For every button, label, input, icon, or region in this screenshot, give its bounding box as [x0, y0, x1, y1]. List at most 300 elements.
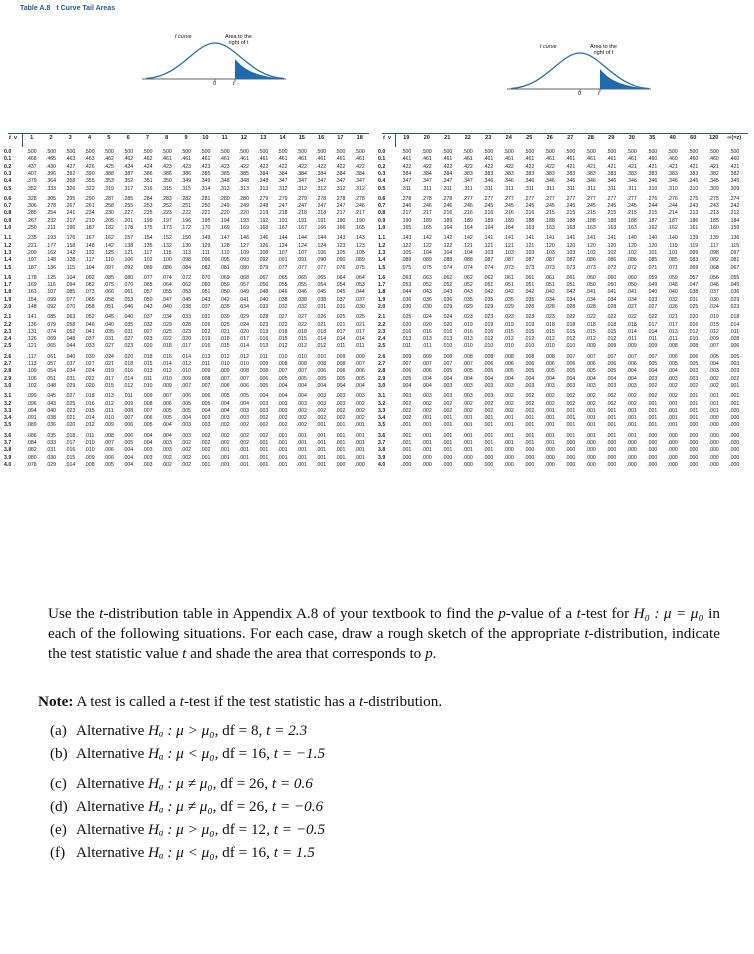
tail-area: .001	[335, 422, 346, 429]
tail-area: .040	[65, 353, 76, 360]
tail-area: .003	[200, 415, 211, 422]
df-header: 9	[184, 135, 188, 142]
tail-area: .037	[65, 361, 76, 368]
item-alternative: Hₐ : μ < μ₀	[148, 745, 215, 762]
tail-area: .106	[123, 257, 134, 264]
tail-area: .247	[335, 203, 346, 210]
tail-area: .422	[503, 163, 514, 170]
tail-area: .002	[626, 400, 637, 407]
row-group	[4, 196, 370, 232]
t-value: 3.6	[4, 432, 12, 439]
tail-area: .009	[123, 400, 134, 407]
tail-area: .461	[462, 156, 473, 163]
tail-area: .001	[647, 422, 658, 429]
tail-area: .006	[200, 393, 211, 400]
tail-area: .000	[544, 447, 555, 454]
tail-area: .003	[544, 382, 555, 389]
text-run: -test for	[580, 605, 634, 622]
tail-area: .024	[84, 368, 95, 375]
tail-area: .500	[708, 149, 719, 156]
tail-area: .018	[219, 336, 230, 343]
tail-area: .104	[84, 264, 95, 271]
tail-area: .054	[316, 282, 327, 289]
item-alternative: Hₐ : μ ≠ μ₀	[148, 775, 213, 792]
tail-area: .223	[161, 210, 172, 217]
tail-area: .045	[316, 289, 327, 296]
tail-area: .000	[442, 461, 453, 468]
tail-area: .004	[296, 393, 307, 400]
tail-area: .092	[258, 257, 269, 264]
tail-area: .017	[354, 328, 365, 335]
tail-area: .191	[296, 217, 307, 224]
tail-area: .091	[277, 257, 288, 264]
tail-area: .023	[729, 303, 740, 310]
tail-area: .015	[219, 343, 230, 350]
df-header: 22	[464, 135, 471, 142]
tail-area: .060	[200, 282, 211, 289]
tail-area: .000	[606, 447, 617, 454]
tail-area: .068	[238, 274, 249, 281]
tail-area: .026	[200, 321, 211, 328]
tail-area: .065	[142, 282, 153, 289]
tail-area: .295	[65, 195, 76, 202]
tail-area: .104	[442, 249, 453, 256]
tail-area: .008	[335, 361, 346, 368]
tail-area: .023	[462, 314, 473, 321]
tail-area: .274	[729, 195, 740, 202]
item-label: (e)	[50, 821, 67, 838]
tail-area: .278	[335, 195, 346, 202]
tail-area: .121	[462, 242, 473, 249]
tail-area: .020	[84, 382, 95, 389]
table-row	[4, 343, 370, 350]
tail-area: .001	[316, 461, 327, 468]
tail-area: .001	[277, 454, 288, 461]
tail-area: .045	[45, 393, 56, 400]
tail-area: .002	[238, 422, 249, 429]
t-value: 0.3	[4, 170, 12, 177]
tail-area: .027	[65, 393, 76, 400]
t-value: 3.0	[378, 382, 386, 389]
tail-area: .010	[84, 440, 95, 447]
tail-area: .311	[565, 185, 576, 192]
tail-area: .101	[667, 249, 678, 256]
tail-area: .002	[219, 422, 230, 429]
tail-area: .189	[483, 217, 494, 224]
tail-area: .067	[729, 264, 740, 271]
tail-area: .080	[123, 274, 134, 281]
df-header: 3	[68, 135, 72, 142]
tail-area: .013	[142, 368, 153, 375]
tail-area: .001	[401, 447, 412, 454]
df-header: 35	[649, 135, 656, 142]
tail-area: .347	[462, 178, 473, 185]
tail-area: .006	[103, 454, 114, 461]
tail-area: .005	[606, 368, 617, 375]
tail-area: .165	[421, 225, 432, 232]
tail-area: .149	[200, 235, 211, 242]
item-t-value: t = 0.6	[271, 775, 313, 792]
tail-area: .215	[647, 210, 658, 217]
t-value: 3.3	[378, 407, 386, 414]
tail-area: .022	[626, 314, 637, 321]
tail-area: .142	[103, 242, 114, 249]
tail-area: .081	[729, 257, 740, 264]
tail-area: .076	[335, 264, 346, 271]
tail-area: .001	[258, 447, 269, 454]
tail-area: .082	[26, 447, 37, 454]
tail-area: .034	[238, 303, 249, 310]
tail-area: .104	[462, 249, 473, 256]
tail-area: .057	[688, 274, 699, 281]
tail-area: .089	[354, 257, 365, 264]
tail-area: .021	[219, 328, 230, 335]
tail-area: .312	[277, 185, 288, 192]
tail-area: .002	[585, 400, 596, 407]
tail-area: .004	[200, 407, 211, 414]
tail-area: .355	[84, 178, 95, 185]
tail-area: .045	[180, 296, 192, 303]
tail-area: .003	[462, 393, 473, 400]
t-value: 2.7	[378, 361, 386, 368]
t-value: 1.2	[378, 242, 386, 249]
tail-area: .001	[258, 461, 269, 468]
tail-area: .012	[483, 336, 494, 343]
item-label: (d)	[50, 798, 68, 815]
tail-area: .217	[65, 217, 76, 224]
tail-area: .096	[200, 257, 211, 264]
tail-area: .141	[544, 235, 555, 242]
tail-area: .062	[180, 282, 192, 289]
tail-area: .004	[565, 375, 576, 382]
t-value: 0.4	[378, 178, 386, 185]
tail-area: .003	[729, 368, 740, 375]
tail-area: .245	[565, 203, 576, 210]
tail-area: .005	[688, 361, 699, 368]
text-run: A test is called a	[73, 693, 180, 710]
table-row	[4, 196, 370, 203]
tail-area: .120	[544, 242, 555, 249]
tail-area: .461	[238, 156, 249, 163]
t-value: 3.5	[378, 422, 386, 429]
tail-area: .008	[258, 368, 269, 375]
tail-area: .013	[103, 393, 114, 400]
row-group	[378, 275, 750, 311]
tail-area: .027	[277, 314, 288, 321]
table-row	[4, 225, 370, 232]
tail-area: .001	[442, 447, 453, 454]
tail-area: .461	[544, 156, 555, 163]
tail-area: .005	[565, 368, 576, 375]
tail-area: .350	[161, 178, 172, 185]
t-value: 1.2	[4, 242, 12, 249]
tail-area: .026	[667, 303, 678, 310]
tail-area: .018	[626, 321, 637, 328]
tail-area: .421	[626, 163, 637, 170]
tail-area: .001	[200, 461, 211, 468]
t-value: 2.9	[4, 375, 12, 382]
tail-area: .089	[421, 257, 432, 264]
tail-area: .261	[84, 203, 95, 210]
t-value: 1.3	[378, 249, 386, 256]
tail-area: .314	[200, 185, 211, 192]
tail-area: .172	[180, 225, 192, 232]
tail-area: .500	[123, 149, 134, 156]
tail-area: .022	[84, 375, 95, 382]
tail-area: .001	[277, 432, 288, 439]
tail-area: .014	[180, 353, 192, 360]
p-header: t	[383, 135, 385, 142]
tail-area: .500	[647, 149, 658, 156]
table-row	[378, 164, 750, 171]
tail-area: .002	[238, 440, 249, 447]
tail-area: .016	[123, 368, 134, 375]
text-run: and shade the area that corresponds to	[186, 645, 426, 662]
tail-area: .285	[26, 210, 37, 217]
tail-area: .034	[606, 296, 617, 303]
tail-area: .002	[483, 400, 494, 407]
tail-area: .001	[421, 415, 432, 422]
t-value: 0.6	[378, 195, 386, 202]
tail-area: .461	[503, 156, 514, 163]
tail-area: .018	[544, 321, 555, 328]
t-value: 0.3	[378, 170, 386, 177]
tail-area: .009	[335, 353, 346, 360]
row-group	[378, 235, 750, 271]
tail-area: .500	[462, 149, 473, 156]
tail-area: .014	[335, 336, 346, 343]
tail-area: .000	[401, 454, 412, 461]
tail-area: .188	[524, 217, 535, 224]
tail-area: .277	[544, 195, 555, 202]
table-row	[4, 289, 370, 296]
t-value: 1.5	[378, 264, 386, 271]
item-alternative: Hₐ : μ < μ₀	[148, 844, 215, 861]
tail-area: .184	[729, 217, 740, 224]
tail-area: .018	[161, 343, 172, 350]
tail-area: .241	[65, 210, 76, 217]
tail-area: .096	[26, 400, 37, 407]
tail-area: .310	[667, 185, 678, 192]
table-row	[378, 275, 750, 282]
tail-area: .000	[688, 454, 699, 461]
tail-area: .346	[524, 178, 535, 185]
tail-area: .246	[442, 203, 453, 210]
tail-area: .013	[442, 336, 453, 343]
tail-area: .007	[442, 361, 453, 368]
tail-area: .010	[84, 447, 95, 454]
tail-area: .003	[729, 361, 740, 368]
tail-area: .001	[354, 432, 365, 439]
tail-area: .188	[565, 217, 576, 224]
tail-area: .001	[503, 432, 514, 439]
tail-area: .352	[123, 178, 134, 185]
tail-area: .142	[421, 235, 432, 242]
table-row	[4, 408, 370, 415]
table-row	[378, 368, 750, 375]
tail-area: .002	[200, 447, 211, 454]
tail-area: .073	[84, 289, 95, 296]
tail-area: .119	[688, 242, 699, 249]
tail-area: .013	[421, 336, 432, 343]
tail-area: .346	[626, 178, 637, 185]
tail-area: .004	[524, 375, 535, 382]
tail-area: .051	[483, 282, 494, 289]
tail-area: .016	[462, 328, 473, 335]
tail-area: .011	[142, 375, 153, 382]
tail-area: .010	[565, 343, 576, 350]
tail-area: .004	[483, 375, 494, 382]
tail-area: .154	[142, 235, 153, 242]
tail-area: .129	[200, 242, 211, 249]
tail-area: .051	[524, 282, 535, 289]
tail-area: .217	[354, 210, 365, 217]
table-row	[378, 422, 750, 429]
tail-area: .086	[606, 257, 617, 264]
math-t: t	[99, 605, 104, 622]
tail-area: .461	[421, 156, 432, 163]
tail-area: .500	[26, 149, 37, 156]
tail-area: .244	[647, 203, 658, 210]
tail-area: .005	[354, 375, 365, 382]
tail-area: .305	[45, 195, 56, 202]
tail-area: .040	[667, 289, 678, 296]
problem-statement	[48, 604, 720, 664]
tail-area: .001	[442, 415, 453, 422]
tail-area: .087	[524, 257, 535, 264]
t-value: 1.9	[4, 296, 12, 303]
tail-area: .221	[26, 242, 37, 249]
tail-area: .097	[729, 249, 740, 256]
tail-area: .423	[200, 163, 211, 170]
table-row	[4, 361, 370, 368]
tail-area: .244	[667, 203, 678, 210]
tail-area: .075	[103, 282, 114, 289]
tail-area: .041	[606, 289, 617, 296]
tail-area: .141	[524, 235, 535, 242]
item-label: (a)	[50, 722, 67, 739]
tail-area: .002	[258, 432, 269, 439]
tail-area: .000	[503, 454, 514, 461]
tail-area: .132	[84, 249, 95, 256]
tail-area: .422	[442, 163, 453, 170]
tail-area: .004	[442, 375, 453, 382]
table-row	[4, 149, 370, 156]
tail-area: .004	[585, 375, 596, 382]
tail-area: .100	[161, 257, 172, 264]
df-header-row	[4, 132, 370, 146]
tail-area: .012	[503, 336, 514, 343]
tail-area: .168	[258, 225, 269, 232]
table-row	[4, 178, 370, 185]
item-df: , df = 16,	[214, 745, 274, 762]
tail-area: .312	[335, 185, 346, 192]
tail-area: .347	[316, 178, 327, 185]
tail-area: .001	[421, 447, 432, 454]
item-prefix: Alternative	[76, 745, 149, 762]
tail-area: .500	[258, 149, 269, 156]
tail-area: .071	[647, 264, 658, 271]
tail-area: .062	[442, 274, 453, 281]
df-header: 5	[107, 135, 111, 142]
tail-area: .012	[606, 336, 617, 343]
tail-area: .070	[65, 303, 76, 310]
tail-area: .012	[316, 343, 327, 350]
tail-area: .383	[626, 170, 637, 177]
tail-area: .018	[606, 321, 617, 328]
tail-area: .040	[103, 321, 114, 328]
tail-area: .164	[462, 225, 473, 232]
tail-area: .461	[161, 156, 172, 163]
table-row	[4, 322, 370, 329]
tail-area: .424	[142, 163, 153, 170]
t-value: 2.0	[378, 303, 386, 310]
tail-area: .012	[585, 336, 596, 343]
tail-area: .255	[123, 203, 134, 210]
tail-area: .500	[316, 149, 327, 156]
tail-area: .142	[65, 249, 76, 256]
tail-area: .421	[729, 163, 740, 170]
tail-area: .422	[277, 163, 288, 170]
tail-area: .280	[238, 195, 249, 202]
tail-area: .058	[65, 321, 76, 328]
tail-area: .002	[585, 393, 596, 400]
tail-area: .141	[503, 235, 514, 242]
tail-area: .032	[142, 321, 153, 328]
tail-area: .001	[296, 461, 307, 468]
tail-area: .013	[258, 343, 269, 350]
tail-area: .001	[524, 440, 535, 447]
tail-area: .040	[123, 314, 134, 321]
tail-area: .001	[585, 432, 596, 439]
tail-area: .169	[238, 225, 249, 232]
tail-area: .190	[335, 217, 346, 224]
tail-area: .500	[667, 149, 678, 156]
math-t: t	[179, 693, 184, 710]
tail-area: .004	[626, 375, 637, 382]
tail-area: .098	[708, 249, 719, 256]
tail-area: .001	[708, 393, 719, 400]
t-value: 0.7	[378, 203, 386, 210]
tail-area: .190	[354, 217, 365, 224]
tail-area: .077	[277, 264, 288, 271]
tail-area: .027	[626, 303, 637, 310]
t-value: 2.6	[4, 353, 12, 360]
math-null-hypothesis: H₀ : μ = μ₀	[633, 605, 704, 622]
tail-area: .098	[180, 257, 192, 264]
tail-area: .001	[483, 422, 494, 429]
tail-area: .217	[401, 210, 412, 217]
tail-area: .195	[200, 217, 211, 224]
table-row	[378, 264, 750, 271]
tail-area: .032	[277, 303, 288, 310]
tail-area: .003	[667, 375, 678, 382]
tail-area: .013	[667, 328, 678, 335]
df-header: 120	[709, 135, 719, 142]
tail-area: .072	[606, 264, 617, 271]
tail-area: .136	[45, 264, 56, 271]
tail-area: .065	[296, 274, 307, 281]
tail-area: .007	[180, 382, 192, 389]
t-value: 3.9	[378, 454, 386, 461]
tail-area: .040	[258, 296, 269, 303]
tail-area: .085	[103, 274, 114, 281]
tail-area: .042	[219, 296, 230, 303]
tail-area: .023	[65, 407, 76, 414]
tail-area: .036	[401, 296, 412, 303]
tail-area: .217	[421, 210, 432, 217]
tail-area: .247	[316, 203, 327, 210]
